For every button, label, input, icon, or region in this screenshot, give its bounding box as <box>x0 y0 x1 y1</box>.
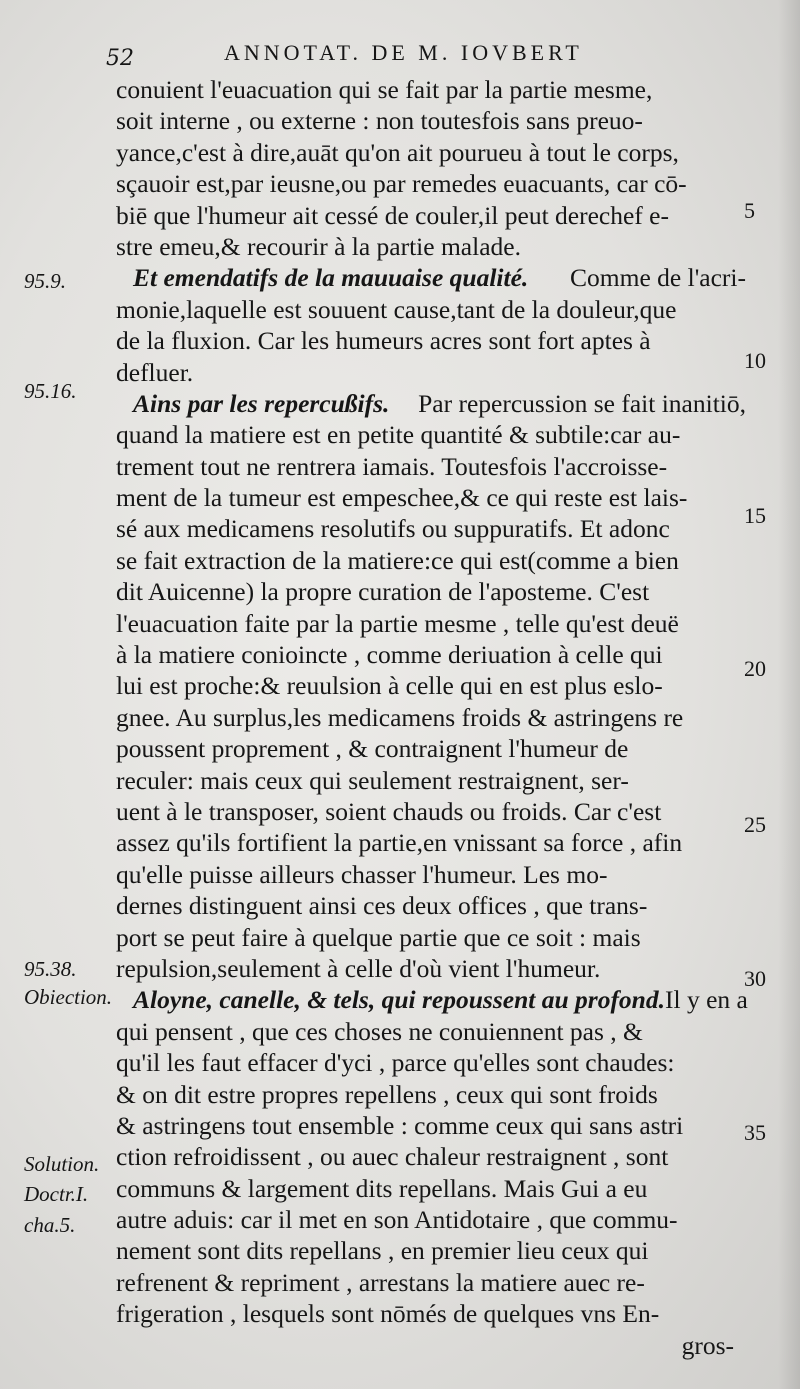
text-line: dernes distinguent ainsi ces deux offices , que trans- <box>116 891 648 921</box>
text-line: yance,c'est à dire,auāt qu'on ait pourueu à tout le corps, <box>116 137 679 167</box>
text-line: frigeration , lesquels sont nōmés de quelques vns En- <box>116 1299 660 1329</box>
text-line: qu'il les faut effacer d'yci , parce qu'elles sont chaudes: <box>116 1048 675 1078</box>
text-line: uent à le transposer, soient chauds ou froids. Car c'est <box>116 796 662 826</box>
margin-note-objection: Obiection. <box>24 985 113 1009</box>
margin-ref: 95.9. <box>24 269 66 293</box>
text-line: l'euacuation faite par la partie mesme , telle qu'est deuë <box>116 608 679 638</box>
line-number: 25 <box>744 812 766 837</box>
line-number: 5 <box>744 198 755 223</box>
text-line: ction refroidissent , ou auec chaleur restraignent , sont <box>116 1142 669 1172</box>
margin-note-doctr: Doctr.I. <box>24 1182 89 1206</box>
margin-ref: 95.16. <box>24 379 77 403</box>
text-line: sçauoir est,par ieusne,ou par remedes euacuants, car cō- <box>116 169 687 199</box>
text-line: poussent proprement , & contraignent l'humeur de <box>116 734 629 764</box>
running-head: ANNOTAT. DE M. IOVBERT <box>224 40 583 65</box>
text-line: de la fluxion. Car les humeurs acres sont fort aptes à <box>116 326 651 356</box>
text-line: refrenent & repriment , arrestans la matiere auec re- <box>116 1267 645 1297</box>
text-line: & on dit estre propres repellens , ceux qui sont froids <box>116 1079 658 1109</box>
text-line: quand la matiere est en petite quantité & subtile:car au- <box>116 420 681 450</box>
text-fragment: Il y en a <box>665 985 748 1015</box>
main-text <box>116 74 746 1361</box>
catchword: gros- <box>681 1330 734 1360</box>
text-line: qu'elle puisse ailleurs chasser l'humeur. Les mo- <box>116 859 608 889</box>
text-line: communs & largement dits repellans. Mais Gui a eu <box>116 1173 648 1203</box>
text-line: autre aduis: car il met en son Antidotaire , que commu- <box>116 1205 678 1235</box>
text-line: se fait extraction de la matiere:ce qui est(comme a bien <box>116 545 679 575</box>
text-line: reculer: mais ceux qui seulement restraignent, ser- <box>116 765 629 795</box>
text-line: trement tout ne rentrera iamais. Toutesfois l'accroisse- <box>116 451 668 481</box>
text-line: conuient l'euacuation qui se fait par la partie mesme, <box>116 75 653 104</box>
lemma-line <box>116 262 746 293</box>
text-fragment: Par repercussion se fait inanitiō, <box>418 388 746 418</box>
line-number: 10 <box>744 348 766 373</box>
text-line: sé aux medicamens resolutifs ou suppuratifs. Et adonc <box>116 514 670 544</box>
margin-note-solution: Solution. <box>24 1152 100 1176</box>
text-line: stre emeu,& recourir à la partie malade. <box>116 231 521 261</box>
page-number: 52 <box>106 46 134 71</box>
line-number: 35 <box>744 1120 766 1145</box>
text-line: repulsion,seulement à celle d'où vient l'humeur. <box>116 953 601 983</box>
text-line: port se peut faire à quelque partie que ce soit : mais <box>116 922 641 952</box>
text-line: lui est proche:& reuulsion à celle qui en est plus eslo- <box>116 671 663 701</box>
text-line: nement sont dits repellans , en premier lieu ceux qui <box>116 1236 649 1266</box>
lemma: Et emendatifs de la mauuaise qualité. <box>133 263 529 293</box>
line-number: 15 <box>744 503 766 528</box>
text-line: defluer. <box>116 357 194 387</box>
lemma: Aloyne, canelle, & tels, qui repoussent au profond. <box>133 985 665 1015</box>
text-line: soit interne , ou externe : non toutesfois sans preuo- <box>116 106 643 136</box>
text-line: ment de la tumeur est empeschee,& ce qui reste est lais- <box>116 483 688 513</box>
text-line: à la matiere conioincte , comme deriuation à celle qui <box>116 640 663 670</box>
text-line: & astringens tout ensemble : comme ceux qui sans astri <box>116 1110 684 1140</box>
text-line: qui pensent , que ces choses ne conuiennent pas , & <box>116 1016 643 1046</box>
margin-ref: 95.38. <box>24 957 77 981</box>
text-line: assez qu'ils fortifient la partie,en vnissant sa force , afin <box>116 828 683 858</box>
margin-note-chapter: cha.5. <box>24 1213 76 1237</box>
text-line: dit Auicenne) la propre curation de l'aposteme. C'est <box>116 577 650 607</box>
page-header <box>100 28 740 71</box>
text-fragment: Comme de l'acri- <box>570 263 746 293</box>
line-number: 30 <box>744 966 766 991</box>
lemma-line <box>116 984 746 1015</box>
line-number: 20 <box>744 656 766 681</box>
text-line: biē que l'humeur ait cessé de couler,il peut derechef e- <box>116 200 669 230</box>
text-line: monie,laquelle est souuent cause,tant de la douleur,que <box>116 294 677 324</box>
lemma-line <box>116 388 746 419</box>
lemma: Ains par les repercußifs. <box>133 388 390 418</box>
text-line: gnee. Au surplus,les medicamens froids & astringens re <box>116 702 684 732</box>
